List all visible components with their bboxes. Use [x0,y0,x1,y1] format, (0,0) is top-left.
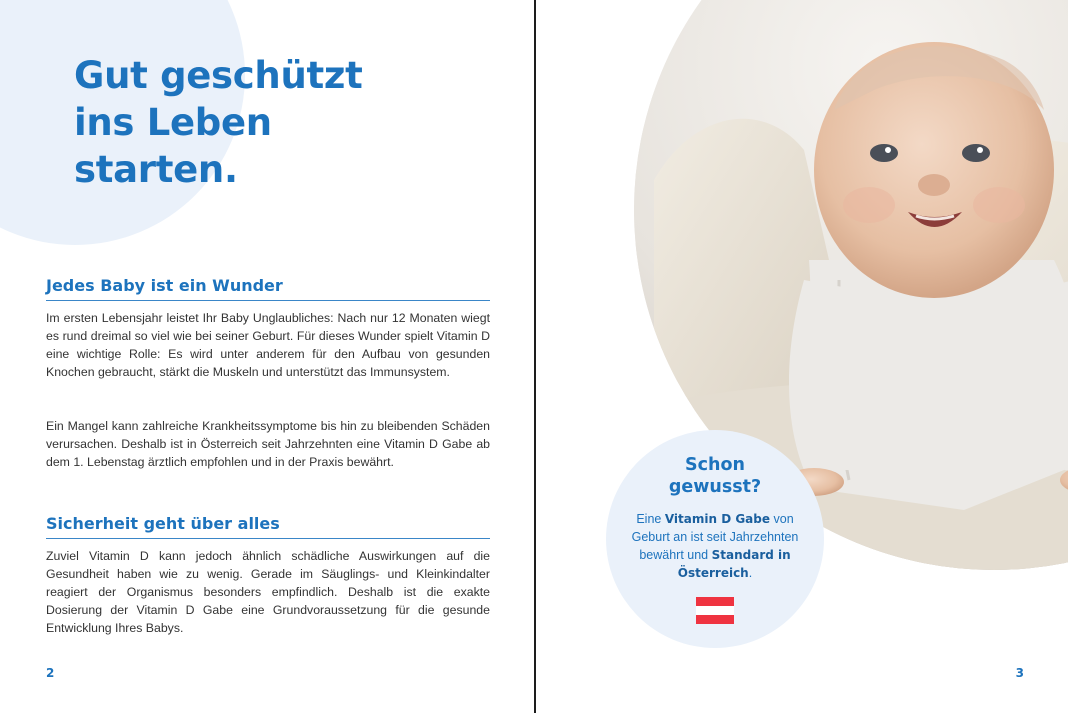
page-number-left: 2 [46,666,55,680]
info-text-bold-1: Vitamin D Gabe [664,512,771,526]
info-circle [606,430,824,648]
info-title [606,454,824,498]
flag-stripe-top [696,597,734,606]
austrian-flag-icon [696,597,734,624]
right-page [536,0,1068,713]
flag-stripe-bottom [696,615,734,624]
page-number-right: 3 [1015,666,1024,680]
paragraph-sicherheit: Zuviel Vitamin D kann jedoch ähnlich schädliche Auswirkungen auf die Gesundheit haben wie zu wenig. Gerade im Säuglings- und Kleinkindalter reagiert der Organismus besonders empfindlich. Deshalb ist die exakte Dosierung der Vitamin D Gabe eine Grundvoraussetzung für die gesunde Entwicklung Ihres Babys. [46,549,490,635]
section-heading-sicherheit: Sicherheit geht über alles [46,514,490,539]
info-text-part-2: von Geburt an ist seit Jahrzehnten bewährt und [631,512,799,562]
info-text [626,510,804,582]
info-title-line-1: Schon [685,455,745,475]
title-line-1: Gut geschützt [74,54,363,97]
title-line-3: starten. [74,148,238,191]
title-line-2: ins Leben [74,101,272,144]
info-title-line-2: gewusst? [668,477,762,497]
page-title [74,52,363,193]
info-text-bold-2: Standard in Österreich [677,548,791,580]
info-text-part-3: . [748,566,753,580]
paragraph-wunder: Im ersten Lebensjahr leistet Ihr Baby Unglaubliches: Nach nur 12 Monaten wiegt es rund dreimal so viel wie bei seiner Geburt. Für dieses Wunder spielt Vitamin D eine wichtige Rolle: Es wird unter anderem für den Aufbau von gesunden Knochen gebraucht, stärkt die Muskeln und unterstützt das Immunsystem. [46,311,490,379]
info-text-part-1: Eine [636,512,665,526]
paragraph-mangel: Ein Mangel kann zahlreiche Krankheitssymptome bis hin zu bleibenden Schäden verursachen. Deshalb ist in Österreich seit Jahrzehnten eine Vitamin D Gabe ab dem 1. Lebenstag ärztlich empfohlen und in der Praxis bewährt. [46,419,490,469]
flag-stripe-middle [696,606,734,615]
section-heading-wunder: Jedes Baby ist ein Wunder [46,276,490,301]
